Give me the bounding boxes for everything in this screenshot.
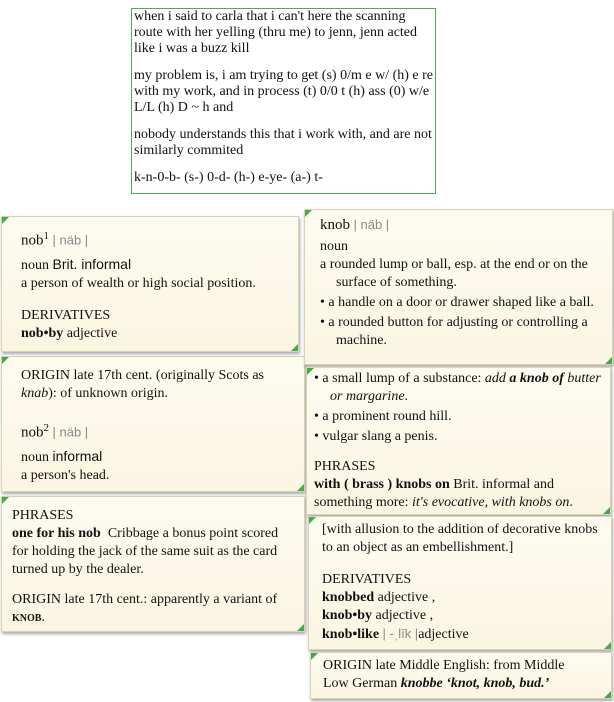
definition: a person's head. — [21, 467, 110, 483]
usage-label: informal — [52, 447, 103, 464]
definition-6: • vulgar slang a penis. — [314, 429, 438, 444]
derivative-pos: adjective — [66, 325, 118, 341]
origin-end: . — [41, 610, 45, 625]
derivatives-title: DERIVATIVES — [21, 307, 111, 323]
phrase-entry — [314, 476, 606, 512]
phrase: one for his nob — [12, 526, 101, 541]
example-end: . — [404, 389, 409, 404]
derivative-3-word: knob•like — [322, 627, 380, 642]
phrase-example: it's evocative, with knobs on — [412, 495, 570, 510]
definition-3: • a rounded button for adjusting or controlling a machine. — [320, 315, 588, 348]
note-paragraph-4: k-n-0-b- (s-) 0-d- (h-) e-ye- (a-) t- — [134, 170, 323, 185]
dictionary-card-knob-derivatives[interactable] — [308, 516, 612, 650]
headword-line — [320, 216, 606, 235]
definition-5: • a prominent round hill. — [314, 409, 452, 424]
derivative-word: nob•by — [21, 325, 64, 341]
usage-label: Brit. informal — [52, 255, 132, 272]
part-of-speech: noun — [320, 239, 348, 254]
phrase-end: . — [569, 495, 573, 510]
dictionary-card-nob-2[interactable] — [1, 356, 305, 492]
pronunciation: | näb | — [353, 217, 390, 232]
origin-line-1: ORIGIN late 17th cent. (originally Scots as — [21, 368, 265, 383]
note-paragraph-1: when i said to carla that i can't here the scanning route with her yelling (thru me) to jenn, jenn acted like i was a buzz kill — [134, 9, 418, 56]
origin-line-2 — [323, 675, 605, 693]
phrases-title: PHRASES — [12, 508, 74, 523]
definition-1: a rounded lump or ball, esp. at the end or on the surface of something. — [320, 257, 588, 290]
headword: nob — [21, 424, 44, 441]
origin-entry — [12, 591, 296, 627]
derivatives-title: DERIVATIVES — [322, 572, 412, 587]
phrase-definition: Cribbage a bonus point scored for holding the jack of the same suit as the card turned up by the dealer. — [12, 526, 279, 577]
headword-line — [21, 419, 304, 443]
phrase-entry — [12, 525, 296, 579]
homograph-number: 2 — [43, 422, 49, 434]
homograph-number: 1 — [43, 230, 49, 242]
part-of-speech: noun — [21, 257, 49, 273]
allusion-note: [with allusion to the addition of decorative knobs to an object as an embellishment.] — [322, 522, 598, 555]
dictionary-card-knob[interactable] — [304, 209, 613, 365]
origin-rest: ): of unknown origin. — [48, 386, 168, 401]
phrases-title: PHRASES — [314, 459, 376, 474]
dictionary-card-knob-continued[interactable] — [306, 367, 611, 515]
note-text-box[interactable] — [131, 8, 436, 194]
derivative-2 — [322, 607, 601, 625]
derivative-1-end: , — [431, 590, 436, 605]
origin-cross-reference: knob — [12, 610, 42, 625]
origin-word: knobbe ‘knot, knob, bud.’ — [400, 676, 550, 691]
headword-line — [21, 227, 298, 251]
definition: a person of wealth or high social position. — [21, 275, 256, 291]
origin-prefix: Low German — [323, 676, 398, 691]
part-of-speech: noun — [21, 449, 49, 465]
derivative-1 — [322, 589, 601, 607]
derivative-1-pos: adjective — [377, 590, 429, 605]
derivative-3-pronunciation: | -ˌlīk | — [382, 626, 419, 641]
dictionary-card-nob-phrases[interactable] — [1, 496, 305, 632]
derivative-1-word: knobbed — [322, 590, 375, 605]
origin-prefix: ORIGIN late 17th cent.: apparently a variant of — [12, 592, 278, 607]
dictionary-card-knob-origin[interactable] — [310, 652, 612, 699]
note-paragraph-2: my problem is, i am trying to get (s) 0/m e w/ (h) e re with my work, and in process (t) 0/0 t (h) ass (0) w/e L/L (h) D ~ h and — [134, 68, 433, 115]
example-c: butter or margarine — [330, 371, 601, 404]
definition-4 — [314, 370, 606, 406]
dictionary-card-nob-1[interactable] — [1, 216, 299, 352]
definition-2: • a handle on a door or drawer shaped like a ball. — [320, 295, 594, 310]
derivative-2-pos: adjective — [375, 608, 427, 623]
origin-line-1: ORIGIN late Middle English: from Middle — [323, 658, 565, 673]
origin-line-2 — [21, 385, 304, 403]
derivative-3-pos: adjective — [418, 627, 469, 642]
pronunciation: | näb | — [52, 424, 89, 440]
headword: knob — [320, 217, 350, 233]
derivative-line — [21, 325, 298, 343]
origin-knab: knab — [21, 386, 49, 401]
definition-4-prefix: • a small lump of a substance: — [314, 371, 482, 386]
pos-line — [21, 255, 298, 275]
phrase: with ( brass ) knobs on — [314, 477, 450, 492]
example-b: a knob of — [509, 371, 564, 386]
headword: nob — [21, 232, 44, 249]
phrase-definition: Brit. informal and something more: — [314, 477, 554, 510]
pos-line — [21, 447, 304, 467]
note-paragraph-3: nobody understands this that i work with, and are not similarly commited — [134, 127, 432, 158]
pronunciation: | näb | — [52, 232, 89, 248]
example-a: add — [484, 371, 506, 386]
derivative-2-word: knob•by — [322, 608, 373, 623]
derivative-3 — [322, 625, 601, 644]
derivative-2-end: , — [429, 608, 434, 623]
